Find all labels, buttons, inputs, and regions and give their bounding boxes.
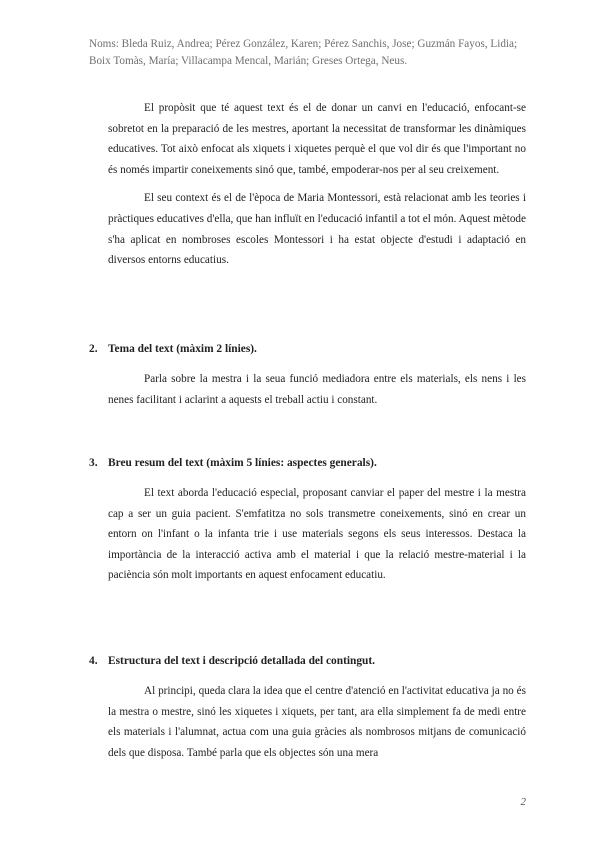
section-title: Tema del text (màxim 2 línies). [108,343,257,355]
page-number: 2 [520,796,526,808]
section-number: 4. [89,655,98,667]
section-heading [89,341,526,357]
section-title: Estructura del text i descripció detallada del contingut. [108,655,376,667]
section-paragraph: El text aborda l'educació especial, proposant canviar el paper del mestre i la mestra cap a ser un guia pacient. S'emfatitza no sols transmetre coneixements, sinó en crear un entorn on l'infant o la infanta trie i use materials segons els seus interessos. Destaca la importància de la interacció activa amb el material i que la relació mestre-material i la paciència són molt importants en aquest enfocament educatiu. [108,487,526,582]
section-structure [89,653,526,763]
section-theme [89,341,526,410]
section-body [108,483,526,586]
section-body [108,369,526,410]
intro-text [108,98,526,279]
section-body [108,681,526,763]
section-number: 3. [89,457,98,469]
section-number: 2. [89,343,98,355]
section-summary [89,455,526,586]
section-paragraph: Parla sobre la mestra i la seua funció mediadora entre els materials, els nens i les nenes facilitant i aclarint a aquests el treball actiu i constant. [108,373,526,406]
intro-paragraph: El propòsit que té aquest text és el de donar un canvi en l'educació, enfocant-se sobretot en la preparació de les mestres, aportant la necessitat de transformar les dinàmiques educatives. Tot això enfocat als xiquets i xiquetes perquè el que vol dir és que l'important no és només impartir coneixements sinó que, també, empoderar-nos per al seu creixement. [108,102,526,176]
section-heading [89,455,526,471]
intro-paragraph: El seu context és el de l'època de Maria Montessori, està relacionat amb les teories i pràctiques educatives d'ella, que han influït en l'educació infantil a tot el món. Aquest mètode s'ha aplicat en nombroses escoles Montessori i ha estat objecte d'estudi i adaptació en diversos entorns educatius. [108,192,526,267]
authors-header: Noms: Bleda Ruiz, Andrea; Pérez González, Karen; Pérez Sanchis, Jose; Guzmán Fayos, Lidia; Boix Tomàs, María; Villacampa Mencal, Marián; Greses Ortega, Neus. [89,38,518,67]
section-title: Breu resum del text (màxim 5 línies: aspectes generals). [108,457,377,469]
section-paragraph: Al principi, queda clara la idea que el centre d'atenció en l'activitat educativa ja no és la mestra o mestre, sinó les xiquetes i xiquets, per tant, ara ella simplement fa de medi entre els materials i l'alumnat, actua com una guia gràcies als nombrosos mitjans de comunicació dels que disposa. També parla que els objectes són una mera [108,685,526,759]
section-heading [89,653,526,669]
